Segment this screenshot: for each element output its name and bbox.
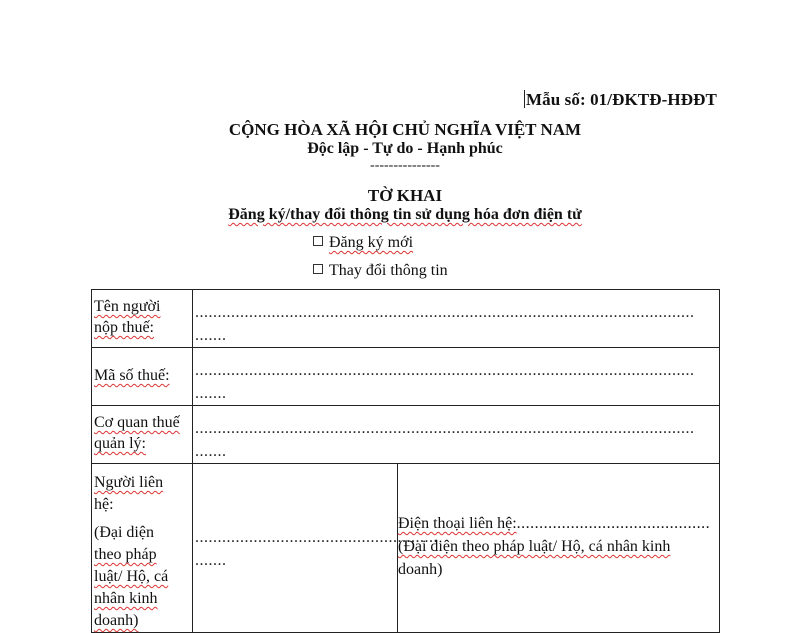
table-row <box>92 348 720 406</box>
tax-authority-field[interactable]: ............................................................................................................... ....... <box>193 406 720 464</box>
field-label-cell: Người liên hệ: (Đại diện theo pháp luật/ Hộ, cá nhân kinh doanh) <box>92 464 193 633</box>
form-number-text: Mẫu số: 01/ĐKTĐ-HĐĐT <box>526 90 717 109</box>
text-cursor <box>524 90 525 108</box>
table-row <box>92 406 720 464</box>
option-label: Thay đổi thông tin <box>329 262 448 279</box>
checkbox-icon[interactable] <box>313 264 323 274</box>
checkbox-icon[interactable] <box>313 236 323 246</box>
country-title: CỘNG HÒA XÃ HỘI CHỦ NGHĨA VIỆT NAM <box>228 120 582 139</box>
form-number <box>524 90 717 110</box>
table-row <box>92 464 720 633</box>
contact-phone-field[interactable] <box>398 464 720 633</box>
document-subtitle: Đăng ký/thay đổi thông tin sử dụng hóa đơn điện tử <box>228 206 582 223</box>
option-register-new[interactable] <box>313 234 413 252</box>
document-title: TỜ KHAI <box>367 186 443 205</box>
phone-dots[interactable]: ........................................... <box>516 515 711 532</box>
option-change-info[interactable] <box>313 262 448 280</box>
tax-code-field[interactable]: ............................................................................................................... ....... <box>193 348 720 406</box>
motto: Độc lập - Tự do - Hạnh phúc <box>307 140 503 157</box>
field-label-cell: Mã số thuế: <box>92 348 193 406</box>
phone-note-end: doanh) <box>398 561 443 578</box>
info-table <box>91 289 720 633</box>
taxpayer-name-field[interactable]: ............................................................................................................... ....... <box>193 290 720 348</box>
table-row <box>92 290 720 348</box>
contact-person-field[interactable]: ...................................................... ....... <box>193 464 398 633</box>
option-label: Đăng ký mới <box>329 234 414 251</box>
phone-note: (Đại diện theo pháp luật/ Hộ, cá nhân kinh <box>398 538 671 555</box>
field-label-cell: Cơ quan thuế quản lý: <box>92 406 193 464</box>
field-label-cell: Tên người nộp thuế: <box>92 290 193 348</box>
phone-label: Điện thoại liên hệ: <box>398 515 517 532</box>
divider-line: --------------- <box>370 158 440 173</box>
